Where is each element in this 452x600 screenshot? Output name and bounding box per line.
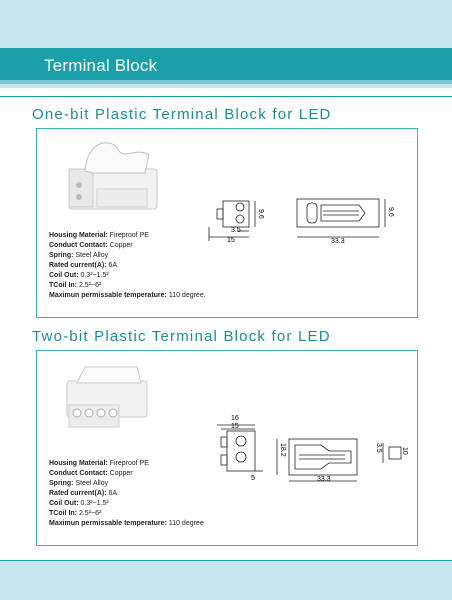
page-title: Terminal Block — [44, 56, 158, 75]
dim-one-bit-a: 3.5 — [231, 227, 241, 234]
dim-one-bit-b: 15 — [227, 237, 235, 244]
dim-two-bit-a: 16 — [231, 415, 239, 422]
spec-row: Spring: Steel Alloy — [49, 480, 109, 487]
two-bit-product-image — [67, 367, 147, 427]
dim-one-bit-c: 9.6 — [257, 209, 264, 219]
divider — [0, 96, 452, 97]
spec-row: Coil Out: 0.3²~1.5² — [49, 500, 109, 507]
dim-two-bit-e: 33.3 — [317, 476, 331, 483]
dim-two-bit-f: 3.5 — [375, 443, 382, 453]
footer-band — [0, 560, 452, 600]
spec-row: Maximun permissable temperature: 110 degree. — [49, 292, 206, 299]
spec-row: Spring: Steel Alloy — [49, 252, 109, 259]
spec-row: Housing Material: Fireproof PE — [49, 232, 149, 239]
spec-row: Conduct Contact: Copper — [49, 242, 133, 249]
dim-two-bit-d: 18.2 — [279, 443, 286, 457]
header-title-bar — [0, 48, 452, 84]
one-bit-specs — [49, 231, 206, 301]
section-title-two-bit: Two-bit Plastic Terminal Block for LED — [32, 328, 331, 345]
panel-one-bit — [36, 128, 418, 318]
spec-row: Maximun permissable temperature: 110 degree — [49, 520, 204, 527]
panel-two-bit — [36, 350, 418, 546]
spec-row: Rated current(A): 6A — [49, 262, 118, 269]
section-title-one-bit: One-bit Plastic Terminal Block for LED — [32, 106, 332, 123]
one-bit-top-drawing — [297, 199, 385, 237]
spec-row: Coil Out: 0.3²~1.5² — [49, 272, 109, 279]
dim-one-bit-e: 9.6 — [387, 207, 394, 217]
dim-two-bit-b: 15 — [231, 423, 239, 430]
spec-row: Housing Material: Fireproof PE — [49, 460, 149, 467]
one-bit-side-drawing — [209, 201, 255, 241]
spec-row: TCoil In: 2.5²~6² — [49, 510, 102, 517]
dim-two-bit-c: 5 — [251, 475, 255, 482]
two-bit-specs — [49, 459, 204, 529]
dim-two-bit-g: 10 — [401, 447, 408, 455]
two-bit-top-drawing — [277, 439, 401, 481]
dim-one-bit-d: 33.3 — [331, 238, 345, 245]
spec-row: TCoil In: 2.5²~6² — [49, 282, 102, 289]
spec-row: Conduct Contact: Copper — [49, 470, 133, 477]
two-bit-side-drawing — [217, 425, 263, 471]
spec-row: Rated current(A): 6A — [49, 490, 118, 497]
one-bit-product-image — [69, 143, 157, 209]
